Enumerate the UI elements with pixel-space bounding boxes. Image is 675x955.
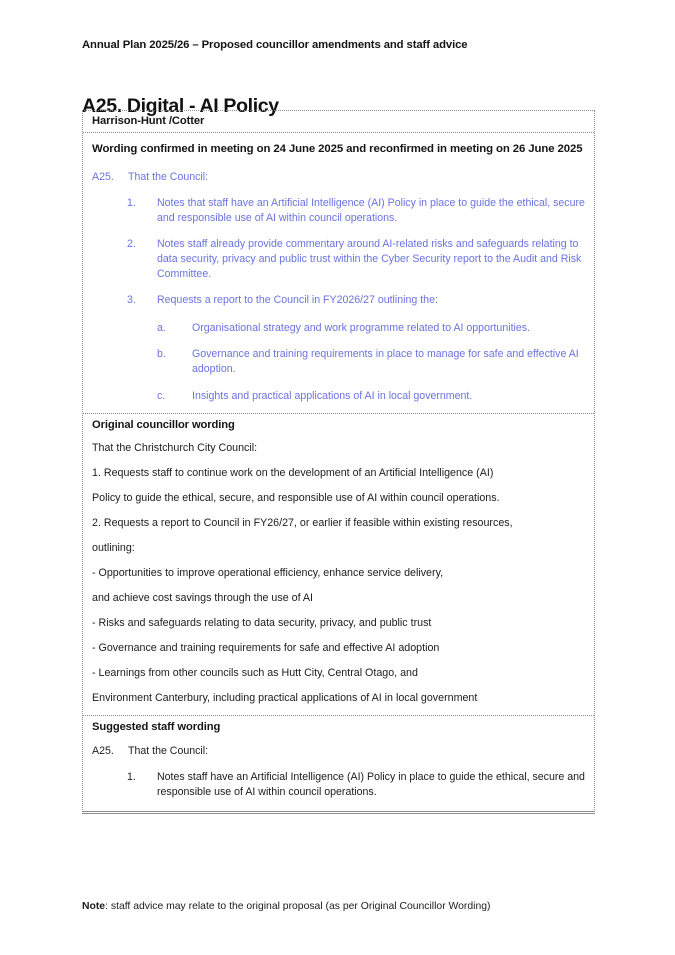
resolution-item: [92, 196, 585, 226]
resolution-item-number: 2.: [127, 238, 136, 251]
staff-resolution-item-text: That the Council:: [128, 745, 209, 758]
resolution-item-text: Requests a report to the Council in FY2026/27 outlining the:: [157, 294, 438, 307]
table-row-confirmed-wording: [83, 133, 594, 414]
resolution-item-number: 1.: [127, 197, 136, 210]
original-wording-line: - Opportunities to improve operational efficiency, enhance service delivery,: [92, 566, 444, 579]
footer-note-label: Note: [82, 901, 106, 912]
resolution-item: [92, 321, 585, 336]
confirmed-wording-cell: [83, 133, 594, 413]
resolution-item-text: Notes that staff have an Artificial Intelligence (AI) Policy in place to guide the ethical, secure and responsible use of AI within council operations.: [157, 197, 585, 225]
resolution-item-text: That the Council:: [128, 171, 209, 184]
movers-cell: [83, 111, 594, 132]
resolution-item-number: c.: [157, 389, 166, 402]
original-wording-line: - Governance and training requirements for safe and effective AI adoption: [92, 641, 440, 654]
original-wording-line: - Learnings from other councils such as Hutt City, Central Otago, and: [92, 666, 418, 679]
page-title: A25. Digital - AI Policy: [82, 95, 279, 118]
staff-resolution-item: [92, 744, 585, 759]
original-wording-line: 2. Requests a report to Council in FY26/27, or earlier if feasible within existing resources,: [92, 516, 513, 529]
confirmed-resolution-list: [92, 170, 585, 403]
table-row-original-wording: [83, 414, 594, 717]
resolution-item-text: Notes staff already provide commentary around AI-related risks and safeguards relating to data security, privacy and public trust within the Cyber Security report to the Audit and Risk Committee.: [157, 238, 582, 281]
original-wording-line: and achieve cost savings through the use of AI: [92, 591, 314, 604]
original-wording-line: Environment Canterbury, including practical applications of AI in local government: [92, 691, 478, 704]
resolution-item-number: a.: [157, 322, 166, 335]
resolution-item-number: 3.: [127, 294, 136, 307]
original-wording-line: outlining:: [92, 541, 135, 554]
staff-resolution-item: [92, 770, 585, 801]
resolution-item: [92, 293, 585, 308]
original-wording-body: [92, 441, 585, 707]
document-header: Annual Plan 2025/26 – Proposed councillor amendments and staff advice: [82, 39, 468, 51]
original-wording-line: That the Christchurch City Council:: [92, 441, 258, 454]
table-row-staff-wording: [83, 716, 594, 814]
original-wording-heading: Original councillor wording: [92, 418, 235, 431]
staff-resolution-list: [92, 744, 585, 800]
original-wording-line: 1. Requests staff to continue work on the development of an Artificial Intelligence (AI): [92, 466, 494, 479]
confirmed-wording-heading: Wording confirmed in meeting on 24 June 2025 and reconfirmed in meeting on 26 June 2025: [92, 143, 583, 155]
resolution-item: [92, 170, 585, 185]
resolution-item: [92, 347, 585, 377]
original-wording-line: Policy to guide the ethical, secure, and responsible use of AI within council operations.: [92, 491, 500, 504]
resolution-item-text: Governance and training requirements in place to manage for safe and effective AI adoption.: [192, 348, 579, 376]
footer-note: [82, 900, 602, 915]
original-wording-cell: [83, 414, 594, 716]
amendment-table: [82, 110, 595, 814]
original-wording-line: - Risks and safeguards relating to data security, privacy, and public trust: [92, 616, 432, 629]
resolution-item-text: Insights and practical applications of AI in local government.: [192, 389, 473, 402]
staff-wording-cell: [83, 716, 594, 811]
resolution-item: [92, 389, 585, 404]
resolution-item-text: Organisational strategy and work programme related to AI opportunities.: [192, 322, 531, 335]
staff-wording-heading: Suggested staff wording: [92, 721, 221, 734]
movers-label: Harrison-Hunt /Cotter: [92, 115, 205, 127]
resolution-item-number: A25.: [92, 171, 114, 184]
resolution-item-number: b.: [157, 348, 166, 361]
resolution-item: [92, 237, 585, 282]
staff-resolution-item-number: A25.: [92, 745, 114, 758]
staff-resolution-item-text: Notes staff have an Artificial Intelligence (AI) Policy in place to guide the ethical, secure and responsible use of AI within council operations.: [157, 770, 585, 798]
footer-note-text: : staff advice may relate to the original proposal (as per Original Councillor Wording): [105, 901, 491, 912]
staff-resolution-item-number: 1.: [127, 770, 136, 783]
table-row-movers: [83, 111, 594, 133]
